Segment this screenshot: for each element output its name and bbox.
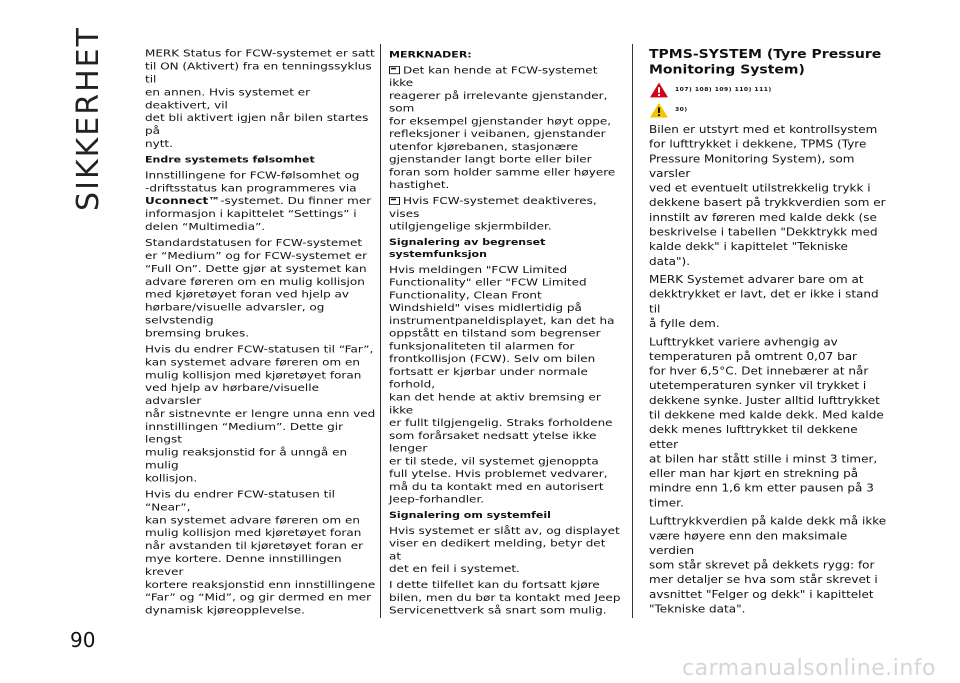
note-item: Det kan hende at FCW-systemet ikke reagerer på irrelevante gjenstander, som for eksempel gjenstander høyt oppe, refleksjoner i veibanen, gjenstander utenfor kjørebanen, stasjonære gjenstander langt borte eller biler foran som holder samme eller høyere hastighet.: [389, 64, 616, 191]
sensitivity-paragraph: Innstillingene for FCW-følsomhet og -driftsstatus kan programmeres via Uconnect™-systemet. Du finner mer informasjon i kapittelet “Settings” i delen “Multimedia”.: [145, 169, 372, 233]
near-status-paragraph: Hvis du endrer FCW-statusen til “Near”, kan systemet advare føreren om en mulig kollisjon med kjøretøyet foran når avstanden til kjøretøyet foran er mye kortere. Denne innstillingen krever kortere reaksjonstid enn innstillingene “Far” og “Mid”, og gir dermed en mer dynamisk kjøreopplevelse.: [145, 488, 376, 617]
system-fault-heading: Signalering om systemfeil: [389, 509, 551, 521]
warning-row-red: [649, 82, 889, 98]
section-title: SIKKERHET: [70, 25, 106, 211]
tpms-temperature-paragraph: Lufttrykket variere avhengig av temperaturen på omtrent 0,07 bar for hver 6,5°C. Det innebærer at når utetemperaturen synker vil trykket i dekkene synke. Juster alltid lufttrykket til dekkene med kalde dekk. Med kalde dekk menes lufttrykket til dekkene etter at bilen har stått stille i minst 3 timer, eller man har kjørt en strekning på mindre enn 1,6 km etter pausen på 3 timer.: [649, 335, 884, 510]
note-icon: [389, 66, 400, 74]
tpms-title: TPMS-SYSTEM (Tyre Pressure Monitoring System): [649, 47, 882, 78]
limited-function-paragraph: Hvis meldingen "FCW Limited Functionality" eller "FCW Limited Functionality, Clean Front Windshield" vises midlertidig på instrumentpaneldisplayet, kan det ha oppstått en tilstand som begrenser funksjonaliteten til alarmen for frontkollisjon (FCW). Selv om bilen fortsatt er kjørbar under normale forhold, kan det hende at aktiv bremsing er ikke er fullt tilgjengelig. Straks forholdene som forårsaket nedsatt ytelse ikke lenger er til stede, vil systemet gjenoppta full ytelse. Hvis problemet vedvarer, må du ta kontakt med en autorisert Jeep-forhandler.: [389, 264, 615, 506]
yellow-warning-triangle-icon: [649, 102, 669, 118]
tpms-intro-paragraph: Bilen er utstyrt med et kontrollsystem for lufttrykket i dekkene, TPMS (Tyre Pressure Monitoring System), som varsler ved et eventuelt utilstrekkelig trykk i dekkene basert på trykkverdien som er innstilt av føreren med kalde dekk (se beskrivelse i tabellen "Dekktrykk med kalde dekk" i kapittelet "Tekniske data").: [649, 122, 886, 268]
warning-refs-2: 30): [675, 106, 688, 113]
notes-heading: MERKNADER:: [389, 49, 472, 60]
red-warning-triangle-icon: [649, 82, 669, 98]
column-2: [389, 47, 621, 620]
system-fault-paragraph: Hvis systemet er slått av, og displayet viser en dedikert melding, betyr det at det en feil i systemet.: [389, 525, 620, 575]
page-number: 90: [70, 628, 96, 652]
warning-refs-1: 107) 108) 109) 110) 111): [675, 86, 772, 93]
tpms-note-paragraph: MERK Systemet advarer bare om at dekktrykket er lavt, det er ikke i stand til å fylle dem.: [649, 273, 879, 330]
limited-function-heading: Signalering av begrenset systemfunksjon: [389, 236, 546, 260]
fcw-status-note: MERK Status for FCW-systemet er satt til ON (Aktivert) fra en tenningssyklus til en annen. Hvis systemet er deaktivert, vil det bli aktivert igjen når bilen startes på nytt.: [145, 47, 375, 150]
column-1: [145, 47, 377, 620]
warning-row-yellow: [649, 102, 889, 118]
column-3: [649, 47, 889, 620]
far-status-paragraph: Hvis du endrer FCW-statusen til “Far”, kan systemet advare føreren om en mulig kollisjon med kjøretøyet foran ved hjelp av hørbare/visuelle advarsler når sistnevnte er lengre unna enn ved innstillingen “Medium”. Dette gir lengst mulig reaksjonstid for å unngå en mulig kollisjon.: [145, 343, 376, 484]
column-divider-2: [632, 44, 633, 618]
default-status-paragraph: Standardstatusen for FCW-systemet er “Medium” og for FCW-systemet er “Full On”. Dette gjør at systemet kan advare føreren om en mulig kollisjon med kjøretøyet foran ved hjelp av hørbare/visuelle advarsler, og selvstendig bremsing brukes.: [145, 237, 368, 339]
system-fault-paragraph-2: I dette tilfellet kan du fortsatt kjøre bilen, men du bør ta kontakt med Jeep Servicenettverk så snart som mulig.: [389, 579, 621, 616]
watermark: carmanualsonline.info: [682, 656, 936, 681]
sensitivity-heading: Endre systemets følsomhet: [145, 154, 315, 165]
tpms-cold-pressure-paragraph: Lufttrykkverdien på kalde dekk må ikke være høyere enn den maksimale verdien som står skrevet på dekkets rygg: for mer detaljer se hva som står skrevet i avsnittet "Felger og dekk" i kapittelet "Tekniske data".: [649, 514, 887, 616]
note-item: Hvis FCW-systemet deaktiveres, vises utilgjengelige skjermbilder.: [389, 195, 597, 233]
column-divider-1: [380, 44, 381, 618]
note-icon: [389, 197, 400, 205]
